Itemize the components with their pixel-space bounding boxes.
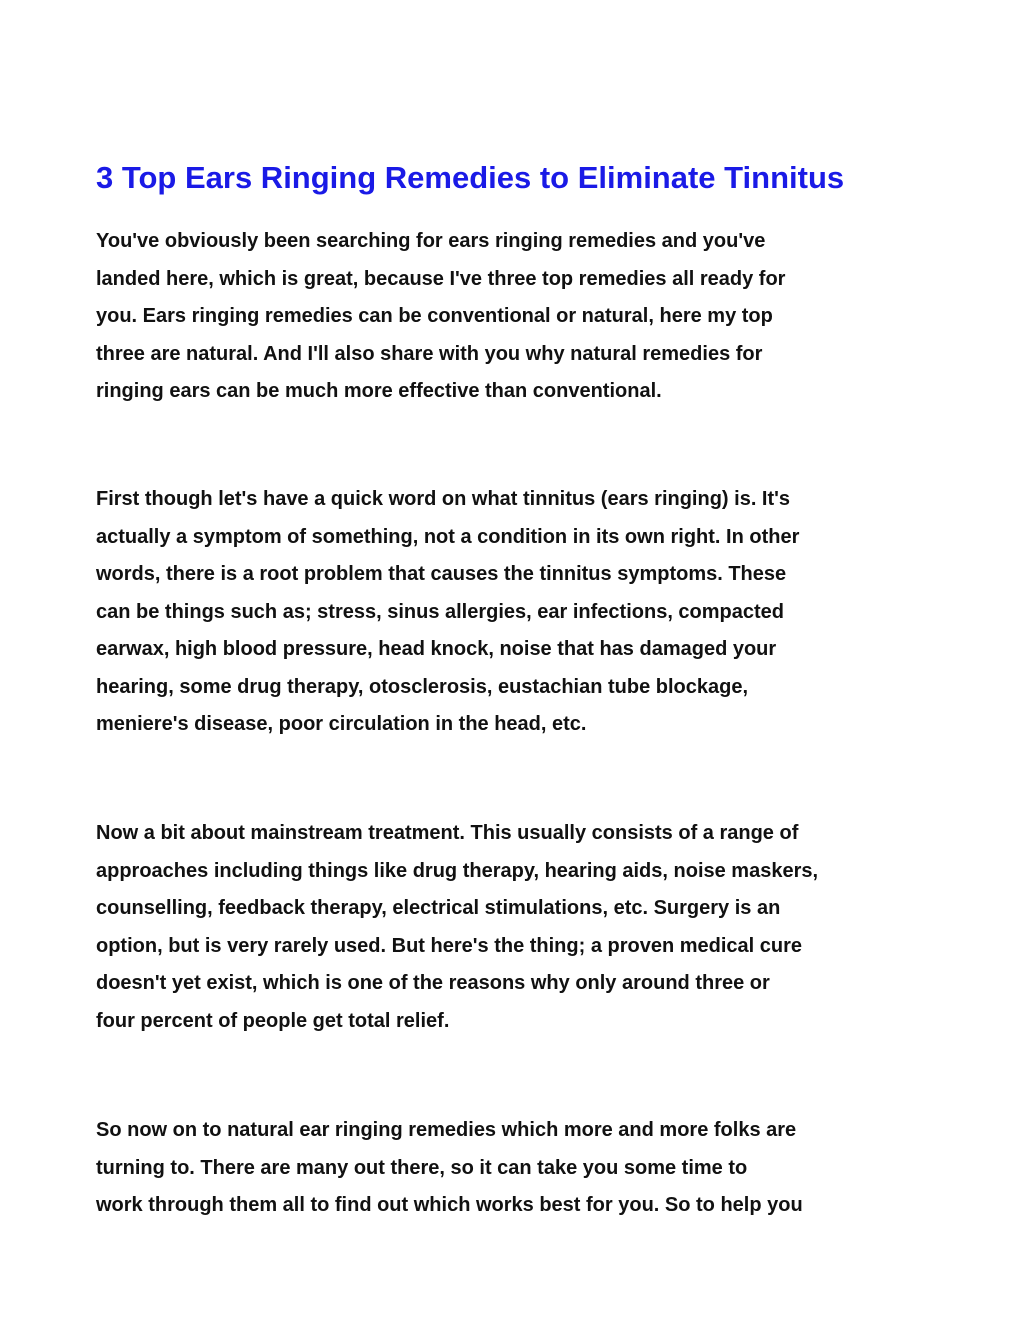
paragraph-line: earwax, high blood pressure, head knock, noise that has damaged your [96, 638, 777, 660]
paragraph-line: approaches including things like drug therapy, hearing aids, noise maskers, [96, 859, 819, 882]
paragraph-line: Now a bit about mainstream treatment. This usually consists of a range of [96, 822, 799, 844]
paragraph-line: you. Ears ringing remedies can be conventional or natural, here my top [96, 305, 773, 327]
paragraph-line: landed here, which is great, because I've three top remedies all ready for [96, 267, 786, 290]
paragraph-line: actually a symptom of something, not a condition in its own right. In other [96, 525, 800, 548]
paragraph-line: First though let's have a quick word on what tinnitus (ears ringing) is. It's [96, 488, 791, 510]
paragraph-line: three are natural. And I'll also share with you why natural remedies for [96, 342, 763, 365]
paragraph-line: ringing ears can be much more effective than conventional. [96, 380, 662, 402]
paragraph-natural-remedies [96, 1112, 946, 1225]
paragraph-what-is-tinnitus [96, 481, 946, 744]
paragraph-line: turning to. There are many out there, so it can take you some time to [96, 1156, 748, 1179]
paragraph-line: You've obviously been searching for ears ringing remedies and you've [96, 230, 766, 252]
paragraph-intro [96, 223, 946, 411]
document-title: 3 Top Ears Ringing Remedies to Eliminate Tinnitus [96, 160, 845, 195]
paragraph-line: option, but is very rarely used. But here's the thing; a proven medical cure [96, 934, 803, 957]
paragraph-line: work through them all to find out which works best for you. So to help you [96, 1194, 803, 1216]
paragraph-mainstream-treatment [96, 815, 946, 1040]
paragraph-line: doesn't yet exist, which is one of the reasons why only around three or [96, 972, 770, 994]
paragraph-line: words, there is a root problem that causes the tinnitus symptoms. These [96, 563, 787, 585]
paragraph-line: So now on to natural ear ringing remedies which more and more folks are [96, 1119, 797, 1141]
paragraph-line: meniere's disease, poor circulation in the head, etc. [96, 713, 587, 735]
paragraph-line: counselling, feedback therapy, electrical stimulations, etc. Surgery is an [96, 897, 781, 919]
paragraph-line: hearing, some drug therapy, otosclerosis, eustachian tube blockage, [96, 675, 749, 698]
paragraph-line: four percent of people get total relief. [96, 1009, 450, 1032]
paragraph-line: can be things such as; stress, sinus allergies, ear infections, compacted [96, 600, 785, 623]
